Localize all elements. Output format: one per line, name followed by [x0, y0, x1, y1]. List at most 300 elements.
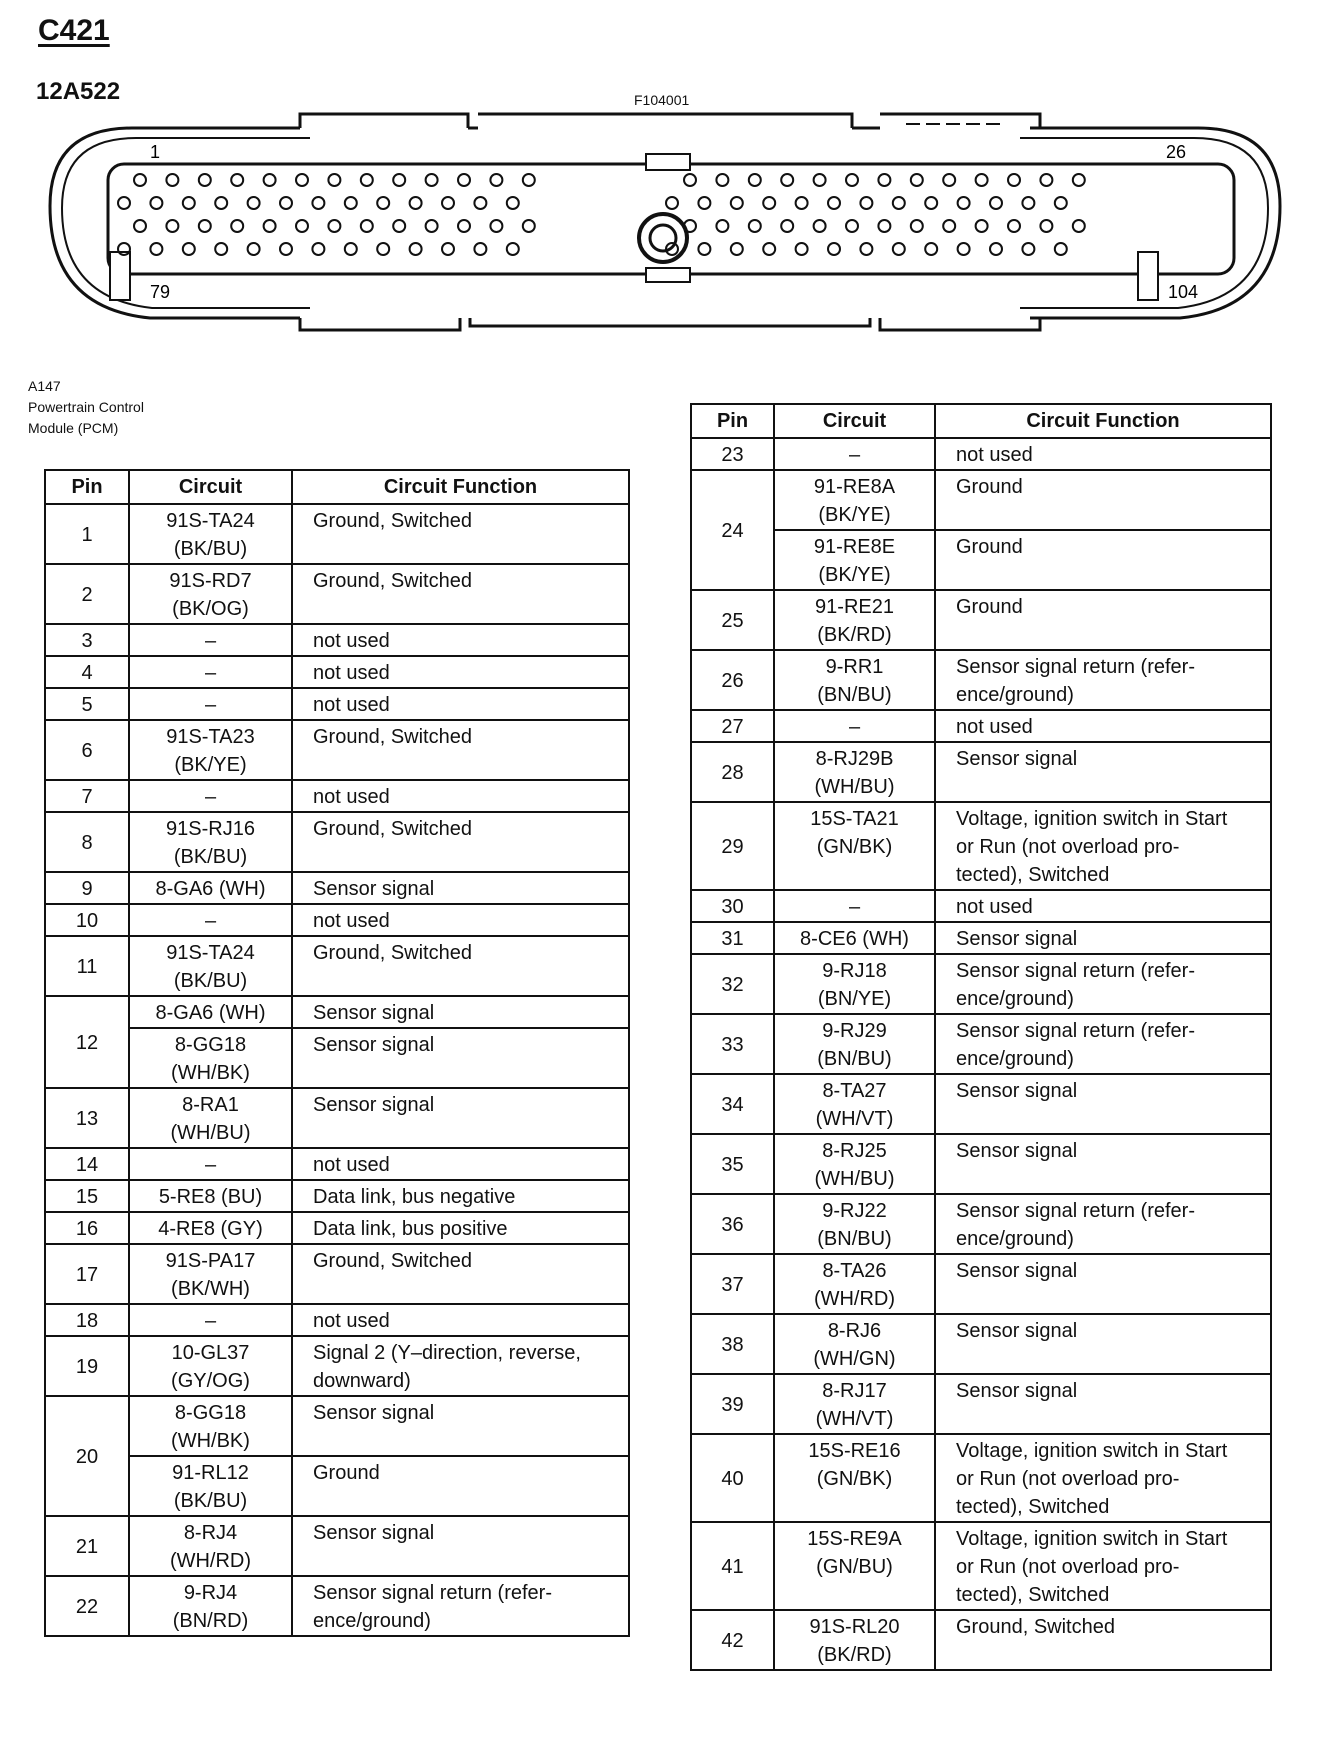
circuit-function: not used — [292, 1304, 629, 1336]
pin-hole — [458, 220, 470, 232]
circuit-function: Sensor signal — [292, 1516, 629, 1576]
pin-hole — [698, 197, 710, 209]
pin-hole — [860, 243, 872, 255]
circuit-id: 91-RE8A (BK/YE) — [774, 470, 935, 530]
header-function: Circuit Function — [292, 470, 629, 504]
circuit-id: 9-RJ22 (BN/BU) — [774, 1194, 935, 1254]
circuit-function: Sensor signal — [292, 996, 629, 1028]
circuit-id: 9-RJ29 (BN/BU) — [774, 1014, 935, 1074]
table-row — [691, 1610, 1271, 1670]
pin-hole — [1022, 197, 1034, 209]
circuit-id: 9-RR1 (BN/BU) — [774, 650, 935, 710]
pin-79-label: 79 — [150, 282, 171, 302]
pin-hole — [925, 197, 937, 209]
figure-reference: F104001 — [634, 92, 690, 108]
pin-hole — [911, 174, 923, 186]
table-row — [691, 1194, 1271, 1254]
pin-number: 12 — [45, 996, 129, 1088]
pin-hole — [345, 197, 357, 209]
pin-number: 3 — [45, 624, 129, 656]
circuit-function: Sensor signal — [292, 1088, 629, 1148]
pin-hole — [1008, 220, 1020, 232]
pin-hole — [990, 243, 1002, 255]
circuit-id: 91-RE8E (BK/YE) — [774, 530, 935, 590]
table-row — [691, 1014, 1271, 1074]
circuit-function: Ground, Switched — [292, 812, 629, 872]
pin-hole — [490, 220, 502, 232]
circuit-function: Sensor signal — [935, 922, 1271, 954]
pin-hole — [749, 174, 761, 186]
table-row — [691, 954, 1271, 1014]
pin-hole — [183, 243, 195, 255]
pin-number: 16 — [45, 1212, 129, 1244]
circuit-function: Ground — [292, 1456, 629, 1516]
table-row — [45, 1396, 629, 1456]
pin-hole — [781, 174, 793, 186]
circuit-id: 91-RE21 (BK/RD) — [774, 590, 935, 650]
pin-number: 14 — [45, 1148, 129, 1180]
pin-hole — [377, 197, 389, 209]
pin-number: 30 — [691, 890, 774, 922]
circuit-id: 8-RJ4 (WH/RD) — [129, 1516, 292, 1576]
circuit-function: Sensor signal — [935, 742, 1271, 802]
circuit-id: 8-GG18 (WH/BK) — [129, 1396, 292, 1456]
circuit-id: – — [129, 904, 292, 936]
table-row — [691, 1134, 1271, 1194]
pin-hole — [828, 243, 840, 255]
pin-hole — [264, 174, 276, 186]
pin-hole — [958, 243, 970, 255]
table-row — [45, 1456, 629, 1516]
circuit-function: Sensor signal return (refer- ence/ground) — [935, 1194, 1271, 1254]
circuit-id: 8-RJ29B (WH/BU) — [774, 742, 935, 802]
circuit-id: 10-GL37 (GY/OG) — [129, 1336, 292, 1396]
pin-hole — [264, 220, 276, 232]
table-row — [45, 1148, 629, 1180]
pin-number: 10 — [45, 904, 129, 936]
pin-hole — [231, 174, 243, 186]
pin-hole — [763, 243, 775, 255]
pin-hole — [377, 243, 389, 255]
circuit-function: Sensor signal return (refer- ence/ground) — [935, 650, 1271, 710]
circuit-id: 15S-TA21 (GN/BK) — [774, 802, 935, 890]
circuit-function: Sensor signal — [935, 1134, 1271, 1194]
circuit-function: Voltage, ignition switch in Start or Run (not overload pro- tected), Switched — [935, 1522, 1271, 1610]
pin-hole — [393, 220, 405, 232]
pin-number: 20 — [45, 1396, 129, 1516]
pin-number: 19 — [45, 1336, 129, 1396]
circuit-id: 9-RJ18 (BN/YE) — [774, 954, 935, 1014]
pin-number: 7 — [45, 780, 129, 812]
circuit-function: Sensor signal — [935, 1374, 1271, 1434]
pin-hole — [199, 220, 211, 232]
circuit-function: Ground, Switched — [935, 1610, 1271, 1670]
pin-number: 22 — [45, 1576, 129, 1636]
pin-hole — [507, 243, 519, 255]
pin-hole — [458, 174, 470, 186]
circuit-function: Sensor signal — [935, 1314, 1271, 1374]
pin-hole — [215, 243, 227, 255]
pin-number: 27 — [691, 710, 774, 742]
pin-hole — [1055, 243, 1067, 255]
circuit-function: Sensor signal return (refer- ence/ground) — [935, 1014, 1271, 1074]
circuit-function: Ground — [935, 530, 1271, 590]
pin-hole — [490, 174, 502, 186]
circuit-function: not used — [292, 624, 629, 656]
pin-hole — [814, 174, 826, 186]
circuit-function: not used — [292, 1148, 629, 1180]
pin-hole — [860, 197, 872, 209]
pin-hole — [134, 174, 146, 186]
pin-number: 2 — [45, 564, 129, 624]
table-row — [45, 1244, 629, 1304]
pin-hole — [345, 243, 357, 255]
table-row — [45, 1028, 629, 1088]
circuit-function: Voltage, ignition switch in Start or Run (not overload pro- tected), Switched — [935, 802, 1271, 890]
pin-hole — [878, 174, 890, 186]
pin-hole — [183, 197, 195, 209]
circuit-id: 8-RJ25 (WH/BU) — [774, 1134, 935, 1194]
pin-hole — [442, 197, 454, 209]
pin-hole — [976, 220, 988, 232]
table-row — [45, 780, 629, 812]
pin-hole — [925, 243, 937, 255]
circuit-function: not used — [292, 904, 629, 936]
table-row — [45, 1212, 629, 1244]
circuit-function: Ground, Switched — [292, 936, 629, 996]
circuit-id: 91S-TA24 (BK/BU) — [129, 936, 292, 996]
table-row — [691, 1074, 1271, 1134]
circuit-function: not used — [292, 780, 629, 812]
circuit-id: 4-RE8 (GY) — [129, 1212, 292, 1244]
pin-hole — [958, 197, 970, 209]
pin-26-label: 26 — [1166, 142, 1187, 162]
table-row — [45, 1336, 629, 1396]
pin-number: 36 — [691, 1194, 774, 1254]
module-id: A147 — [28, 378, 61, 394]
circuit-id: – — [129, 1304, 292, 1336]
circuit-id: 8-RA1 (WH/BU) — [129, 1088, 292, 1148]
pin-hole — [312, 243, 324, 255]
pin-number: 33 — [691, 1014, 774, 1074]
pin-hole — [426, 220, 438, 232]
table-row — [45, 812, 629, 872]
circuit-function: Sensor signal — [935, 1254, 1271, 1314]
pin-hole — [507, 197, 519, 209]
pin-hole — [328, 220, 340, 232]
table-row — [45, 936, 629, 996]
pin-number: 39 — [691, 1374, 774, 1434]
circuit-function: not used — [935, 710, 1271, 742]
table-row — [691, 530, 1271, 590]
pin-number: 42 — [691, 1610, 774, 1670]
pin-number: 18 — [45, 1304, 129, 1336]
pin-hole — [410, 243, 422, 255]
pin-hole — [166, 174, 178, 186]
pin-hole — [328, 174, 340, 186]
circuit-id: 8-GA6 (WH) — [129, 996, 292, 1028]
pin-hole — [731, 243, 743, 255]
pin-number: 28 — [691, 742, 774, 802]
table-row — [691, 1374, 1271, 1434]
pin-hole — [1073, 174, 1085, 186]
circuit-id: – — [129, 780, 292, 812]
circuit-id: 8-TA26 (WH/RD) — [774, 1254, 935, 1314]
module-name-line2: Module (PCM) — [28, 420, 119, 436]
pin-number: 5 — [45, 688, 129, 720]
circuit-function: Ground — [935, 590, 1271, 650]
pin-hole — [296, 174, 308, 186]
pin-hole — [1008, 174, 1020, 186]
pin-hole — [796, 197, 808, 209]
pin-hole — [150, 197, 162, 209]
pin-hole — [698, 243, 710, 255]
pin-number: 6 — [45, 720, 129, 780]
module-name-line1: Powertrain Control — [28, 399, 144, 415]
table-row — [691, 1434, 1271, 1522]
pin-number: 32 — [691, 954, 774, 1014]
table-row — [691, 742, 1271, 802]
table-row — [45, 1180, 629, 1212]
circuit-function: Sensor signal return (refer- ence/ground) — [935, 954, 1271, 1014]
pin-hole — [796, 243, 808, 255]
table-row — [45, 996, 629, 1028]
pin-hole — [781, 220, 793, 232]
table-row — [45, 1516, 629, 1576]
pin-hole — [296, 220, 308, 232]
circuit-id: 15S-RE9A (GN/BU) — [774, 1522, 935, 1610]
table-row — [45, 1304, 629, 1336]
pin-hole — [393, 174, 405, 186]
circuit-function: Ground, Switched — [292, 720, 629, 780]
circuit-function: Sensor signal return (refer- ence/ground) — [292, 1576, 629, 1636]
pin-hole — [361, 220, 373, 232]
pin-number: 25 — [691, 590, 774, 650]
circuit-id: 8-CE6 (WH) — [774, 922, 935, 954]
pinout-table-left — [44, 469, 630, 1637]
pin-hole — [410, 197, 422, 209]
circuit-id: 91S-PA17 (BK/WH) — [129, 1244, 292, 1304]
pin-number: 38 — [691, 1314, 774, 1374]
circuit-id: 8-RJ17 (WH/VT) — [774, 1374, 935, 1434]
table-row — [691, 1522, 1271, 1610]
pin-number: 13 — [45, 1088, 129, 1148]
header-circuit: Circuit — [129, 470, 292, 504]
pin-hole — [1055, 197, 1067, 209]
table-row — [45, 504, 629, 564]
pin-number: 15 — [45, 1180, 129, 1212]
pin-hole — [442, 243, 454, 255]
pin-number: 40 — [691, 1434, 774, 1522]
pin-hole — [166, 220, 178, 232]
connector-face-diagram — [40, 110, 1290, 370]
circuit-id: 91-RL12 (BK/BU) — [129, 1456, 292, 1516]
table-row — [45, 720, 629, 780]
part-number: 12A522 — [36, 78, 121, 105]
pin-hole — [763, 197, 775, 209]
circuit-function: Ground, Switched — [292, 564, 629, 624]
pin-hole — [716, 220, 728, 232]
circuit-id: 91S-RL20 (BK/RD) — [774, 1610, 935, 1670]
pinout-rows-right — [691, 438, 1271, 1670]
circuit-id: 8-GA6 (WH) — [129, 872, 292, 904]
circuit-id: 91S-TA24 (BK/BU) — [129, 504, 292, 564]
table-row — [691, 438, 1271, 470]
pin-hole — [215, 197, 227, 209]
pin-number: 41 — [691, 1522, 774, 1610]
pin-hole — [846, 220, 858, 232]
pin-hole — [248, 197, 260, 209]
pin-hole — [814, 220, 826, 232]
pin-number: 11 — [45, 936, 129, 996]
circuit-function: Voltage, ignition switch in Start or Run (not overload pro- tected), Switched — [935, 1434, 1271, 1522]
table-row — [691, 470, 1271, 530]
pin-hole — [361, 174, 373, 186]
pin-hole — [523, 174, 535, 186]
table-row — [45, 656, 629, 688]
pin-hole — [943, 174, 955, 186]
circuit-function: Data link, bus negative — [292, 1180, 629, 1212]
pin-number: 1 — [45, 504, 129, 564]
circuit-function: Sensor signal — [292, 1396, 629, 1456]
pin-number: 31 — [691, 922, 774, 954]
table-row — [45, 624, 629, 656]
circuit-function: not used — [935, 890, 1271, 922]
circuit-id: 15S-RE16 (GN/BK) — [774, 1434, 935, 1522]
pin-104-label: 104 — [1168, 282, 1199, 302]
module-label — [28, 376, 144, 439]
pin-hole — [1073, 220, 1085, 232]
pin-hole — [1022, 243, 1034, 255]
pin-number: 26 — [691, 650, 774, 710]
pin-hole — [846, 174, 858, 186]
pin-number: 35 — [691, 1134, 774, 1194]
header-function: Circuit Function — [935, 404, 1271, 438]
circuit-function: Sensor signal — [935, 1074, 1271, 1134]
pin-hole — [716, 174, 728, 186]
table-row — [45, 564, 629, 624]
circuit-function: not used — [292, 656, 629, 688]
circuit-function: Sensor signal — [292, 872, 629, 904]
circuit-function: Ground — [935, 470, 1271, 530]
table-row — [691, 1254, 1271, 1314]
circuit-id: 91S-RJ16 (BK/BU) — [129, 812, 292, 872]
pin-hole — [312, 197, 324, 209]
pin-number: 24 — [691, 470, 774, 590]
circuit-function: not used — [935, 438, 1271, 470]
pin-hole — [474, 243, 486, 255]
pin-hole — [749, 220, 761, 232]
circuit-id: 91S-RD7 (BK/OG) — [129, 564, 292, 624]
table-row — [45, 1576, 629, 1636]
pin-hole — [199, 174, 211, 186]
circuit-function: Signal 2 (Y–direction, reverse, downward) — [292, 1336, 629, 1396]
pin-hole — [943, 220, 955, 232]
pin-hole — [828, 197, 840, 209]
table-row — [691, 922, 1271, 954]
pin-hole — [893, 197, 905, 209]
table-row — [45, 904, 629, 936]
pin-hole — [280, 243, 292, 255]
pin-hole — [911, 220, 923, 232]
circuit-function: Sensor signal — [292, 1028, 629, 1088]
table-row — [45, 688, 629, 720]
pin-hole — [731, 197, 743, 209]
table-row — [691, 890, 1271, 922]
header-pin: Pin — [691, 404, 774, 438]
table-row — [691, 590, 1271, 650]
pin-number: 4 — [45, 656, 129, 688]
pin-hole — [118, 197, 130, 209]
table-row — [691, 1314, 1271, 1374]
pin-hole — [878, 220, 890, 232]
circuit-id: 8-RJ6 (WH/GN) — [774, 1314, 935, 1374]
pin-1-label: 1 — [150, 142, 161, 162]
circuit-function: Ground, Switched — [292, 504, 629, 564]
pin-number: 34 — [691, 1074, 774, 1134]
pin-hole — [1040, 220, 1052, 232]
pin-hole — [280, 197, 292, 209]
circuit-id: – — [129, 688, 292, 720]
circuit-id: 8-TA27 (WH/VT) — [774, 1074, 935, 1134]
circuit-id: 5-RE8 (BU) — [129, 1180, 292, 1212]
pin-hole — [684, 174, 696, 186]
pin-number: 8 — [45, 812, 129, 872]
circuit-function: Data link, bus positive — [292, 1212, 629, 1244]
pin-number: 37 — [691, 1254, 774, 1314]
circuit-id: – — [774, 890, 935, 922]
pin-hole — [248, 243, 260, 255]
pin-hole — [231, 220, 243, 232]
table-row — [691, 802, 1271, 890]
circuit-id: – — [774, 438, 935, 470]
pin-number: 29 — [691, 802, 774, 890]
table-row — [45, 1088, 629, 1148]
header-circuit: Circuit — [774, 404, 935, 438]
circuit-id: – — [129, 656, 292, 688]
connector-title: C421 — [38, 14, 110, 47]
pin-hole — [474, 197, 486, 209]
circuit-function: Ground, Switched — [292, 1244, 629, 1304]
pin-hole — [134, 220, 146, 232]
pin-number: 21 — [45, 1516, 129, 1576]
circuit-id: – — [129, 624, 292, 656]
circuit-id: – — [129, 1148, 292, 1180]
pin-hole — [893, 243, 905, 255]
pin-hole — [1040, 174, 1052, 186]
header-pin: Pin — [45, 470, 129, 504]
table-row — [691, 710, 1271, 742]
pin-number: 17 — [45, 1244, 129, 1304]
circuit-id: 9-RJ4 (BN/RD) — [129, 1576, 292, 1636]
circuit-function: not used — [292, 688, 629, 720]
pin-hole — [666, 197, 678, 209]
pin-hole — [150, 243, 162, 255]
circuit-id: – — [774, 710, 935, 742]
pin-number: 23 — [691, 438, 774, 470]
pin-hole — [523, 220, 535, 232]
table-row — [45, 872, 629, 904]
pin-hole-array — [118, 174, 1085, 255]
pin-hole — [976, 174, 988, 186]
pin-number: 9 — [45, 872, 129, 904]
pin-hole — [426, 174, 438, 186]
circuit-id: 8-GG18 (WH/BK) — [129, 1028, 292, 1088]
pin-hole — [990, 197, 1002, 209]
table-row — [691, 650, 1271, 710]
pinout-table-right — [690, 403, 1272, 1671]
circuit-id: 91S-TA23 (BK/YE) — [129, 720, 292, 780]
